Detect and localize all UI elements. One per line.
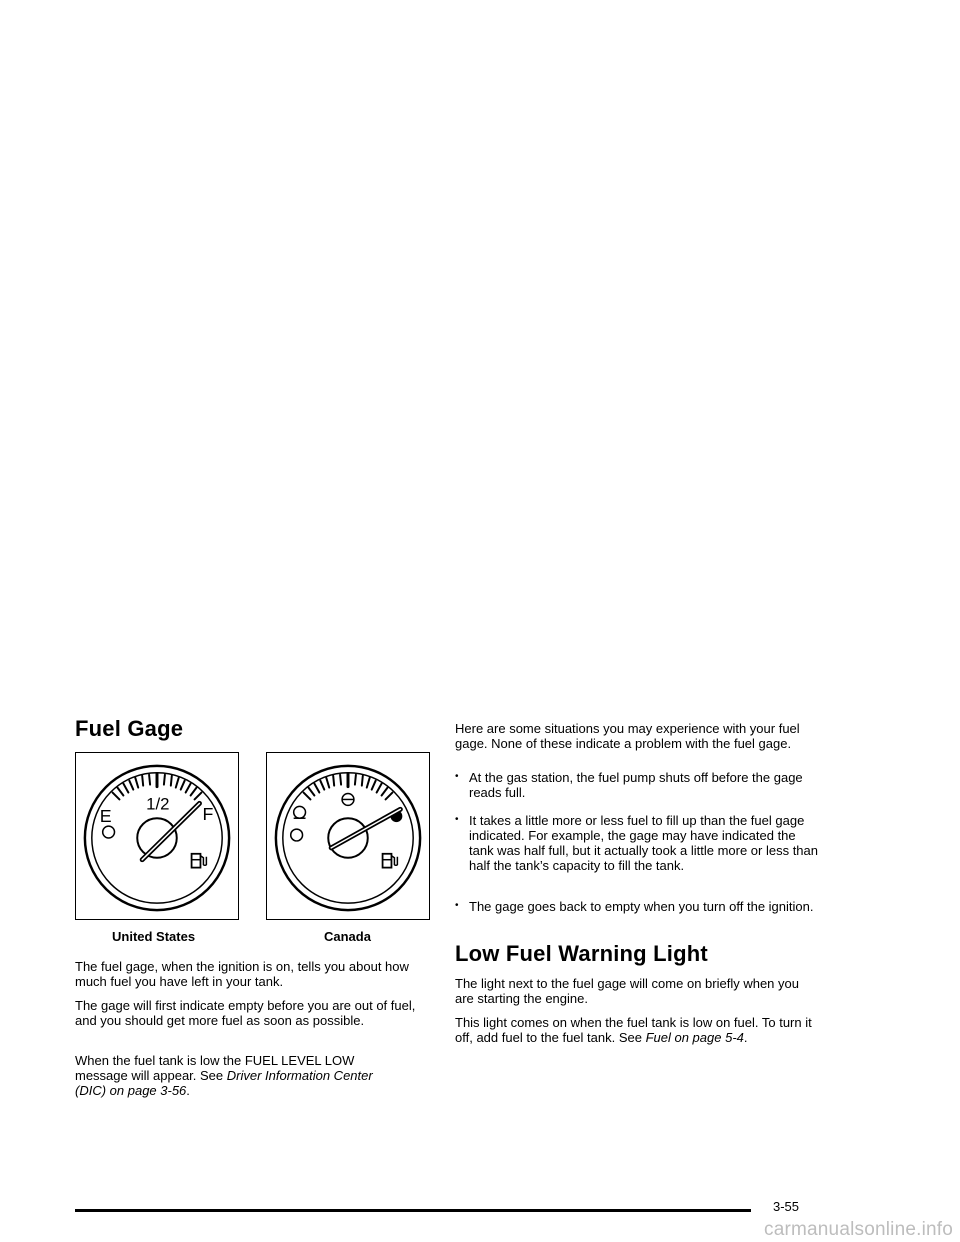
gage-label-full: F xyxy=(202,804,214,825)
gage-label-empty: E xyxy=(99,806,112,827)
paragraph-fuel-gage-3-end: . xyxy=(186,1083,190,1098)
caption-united-states: United States xyxy=(112,929,196,944)
fuel-gage-figure-us xyxy=(75,752,239,920)
list-item xyxy=(455,899,820,914)
bullet-icon: • xyxy=(455,771,459,782)
link-driver-information-center[interactable]: Driver Information Center (DIC) on page 3-56 xyxy=(75,1068,373,1098)
paragraph-situations-intro: Here are some situations you may experience with your fuel gage. None of these indicate a problem with the fuel gage. xyxy=(455,721,800,751)
list-item xyxy=(455,813,820,873)
paragraph-fuel-gage-3-text: When the fuel tank is low the FUEL LEVEL LOW message will appear. See xyxy=(75,1053,355,1083)
paragraph-low-fuel-1: The light next to the fuel gage will come on briefly when you are starting the engine. xyxy=(455,976,799,1006)
list-item xyxy=(455,770,820,800)
paragraph-fuel-gage-2: The gage will first indicate empty before you are out of fuel, and you should get more fuel as soon as possible. xyxy=(75,998,416,1028)
footer-rule xyxy=(75,1209,751,1212)
bullet-icon: • xyxy=(455,900,459,911)
paragraph-low-fuel-2-end: . xyxy=(743,1030,748,1045)
bullet-text: At the gas station, the fuel pump shuts off before the gage reads full. xyxy=(469,770,803,800)
paragraph-fuel-gage-1: The fuel gage, when the ignition is on, tells you about how much fuel you have left in your tank. xyxy=(75,959,409,989)
fuel-gage-figure-canada xyxy=(266,752,430,920)
fuel-gage-canada-icon xyxy=(267,753,429,919)
gage-label-half: 1/2 xyxy=(146,794,170,814)
half-symbol-icon xyxy=(342,794,354,806)
empty-symbol-icon xyxy=(294,806,306,818)
bullet-text: The gage goes back to empty when you turn off the ignition. xyxy=(469,899,814,914)
section-title-fuel-gage: Fuel Gage xyxy=(75,716,184,741)
fuel-gage-us-icon xyxy=(76,753,238,919)
watermark-text: carmanualsonline.info xyxy=(764,1219,954,1240)
paragraph-low-fuel-2 xyxy=(455,1015,815,1045)
link-fuel-on-page[interactable]: Fuel on page 5-4 xyxy=(645,1030,744,1045)
page-number: 3-55 xyxy=(773,1199,800,1214)
bullet-text: It takes a little more or less fuel to fill up than the fuel gage indicated. For example, the gage may have indicated the tank was half full, but it actually took a little more or less than half the tank’s capacity to fill the tank. xyxy=(469,813,819,873)
paragraph-low-fuel-2-text: This light comes on when the fuel tank is low on fuel. To turn it off, add fuel to the fuel tank. See xyxy=(455,1015,812,1045)
paragraph-fuel-gage-3 xyxy=(75,1053,375,1098)
caption-canada: Canada xyxy=(324,929,371,944)
bullet-icon: • xyxy=(455,814,459,825)
fuel-pump-icon xyxy=(192,854,207,868)
section-title-low-fuel-warning-light: Low Fuel Warning Light xyxy=(455,941,708,966)
fuel-pump-icon xyxy=(383,854,398,868)
